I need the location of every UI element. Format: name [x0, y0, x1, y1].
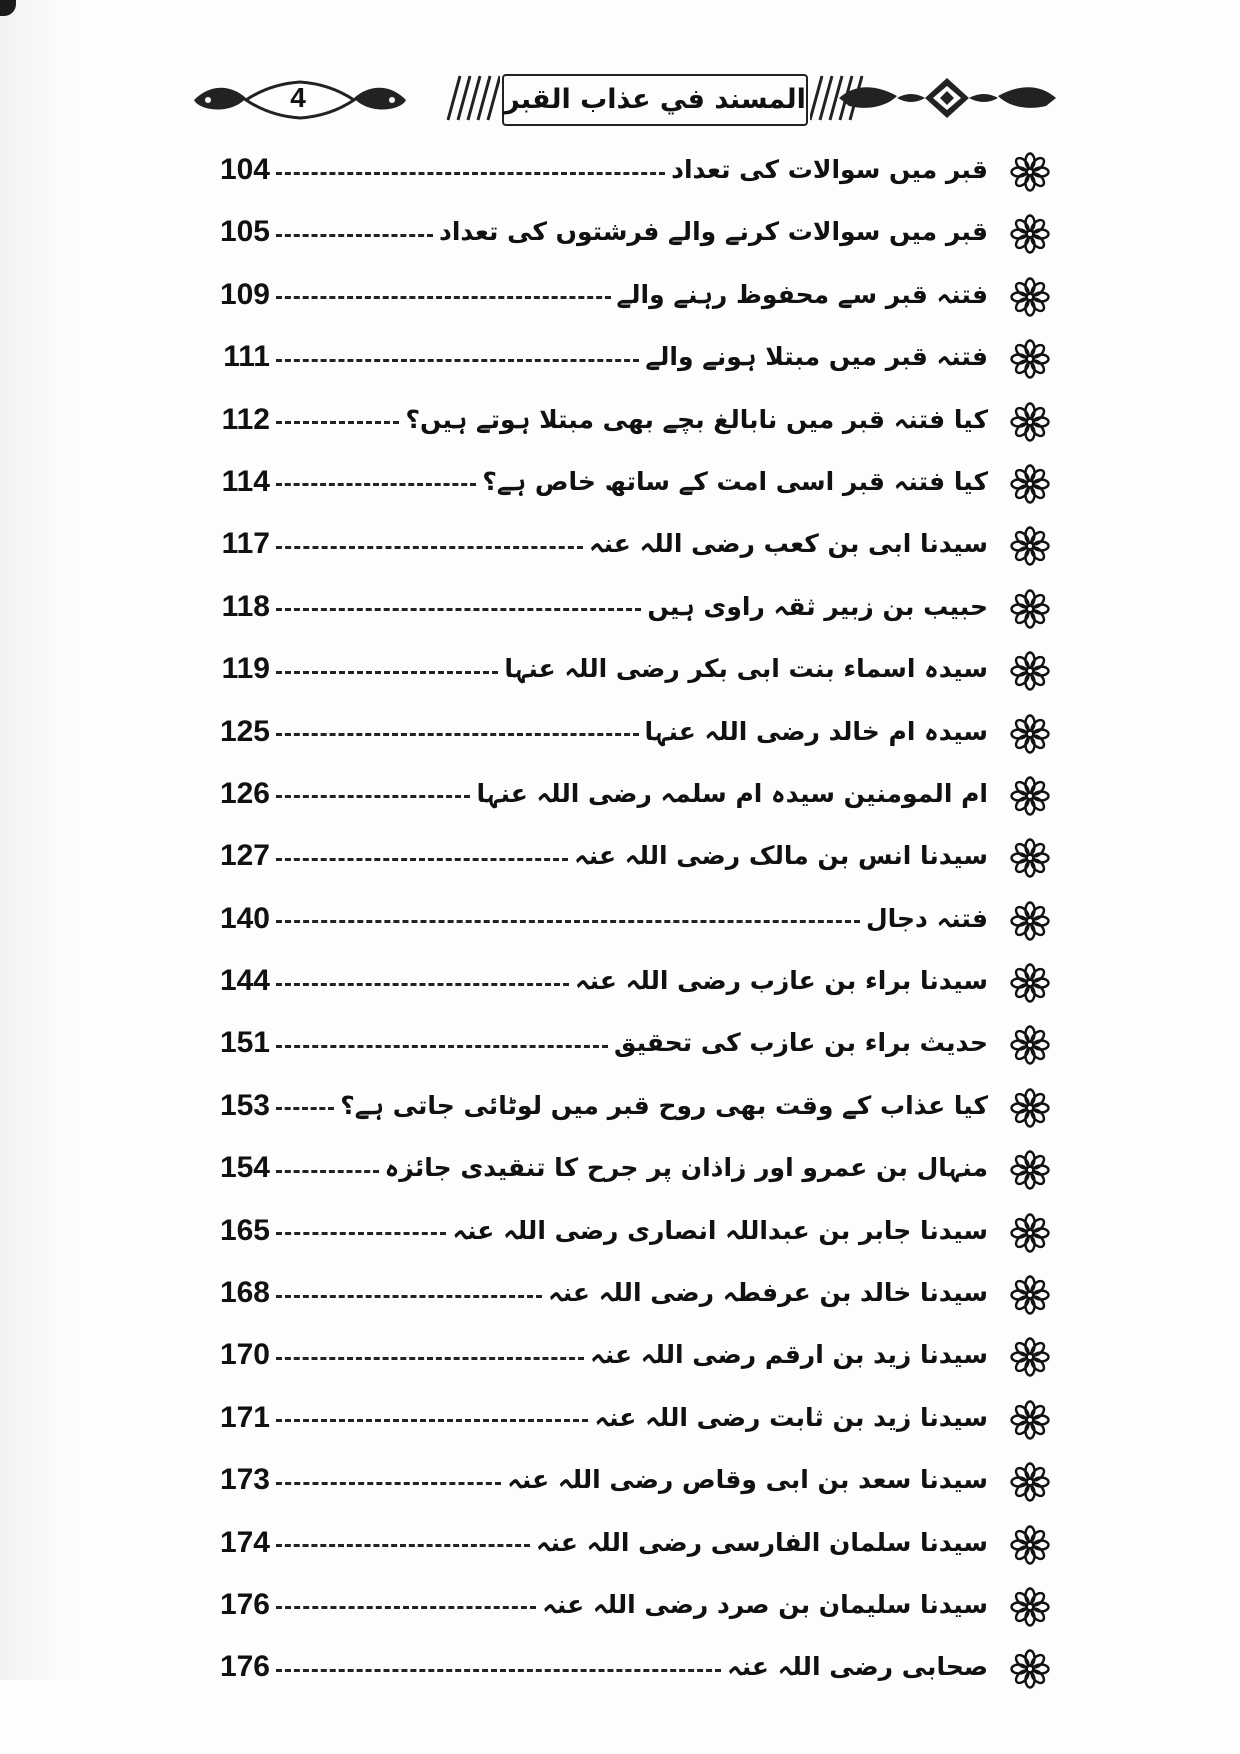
- toc-leader: [276, 524, 988, 564]
- toc-entry[interactable]: [190, 1639, 1050, 1701]
- toc-leader: [276, 774, 988, 814]
- toc-entry-page: 125: [219, 714, 270, 748]
- flower-bullet-icon: [1010, 901, 1050, 941]
- toc-leader: [276, 275, 988, 315]
- toc-entry[interactable]: [190, 1515, 1050, 1577]
- toc-entry-title: قبر میں سوالات کی تعداد: [671, 155, 988, 184]
- toc-entry-page: 105: [219, 215, 270, 249]
- flower-bullet-icon: [1010, 1088, 1050, 1128]
- toc-entry-title: ام المومنین سیدہ ام سلمہ رضی اللہ عنہا: [476, 778, 988, 808]
- toc-entry-page: 151: [219, 1026, 270, 1060]
- toc-entry-page: 144: [219, 964, 270, 998]
- toc-entry-title: کیا عذاب کے وقت بھی روح قبر میں لوٹائی جاتی ہے؟: [340, 1090, 988, 1120]
- dotted-leader: [276, 920, 860, 923]
- dotted-leader: [276, 1544, 530, 1547]
- toc-entry[interactable]: [190, 204, 1050, 266]
- flower-bullet-icon: [1010, 1400, 1050, 1440]
- toc-entry-page: 112: [221, 402, 270, 436]
- flower-bullet-icon: [1010, 214, 1050, 254]
- toc-entry[interactable]: [190, 516, 1050, 578]
- toc-entry[interactable]: [190, 828, 1050, 890]
- dotted-leader: [276, 1419, 588, 1422]
- dotted-leader: [276, 359, 639, 362]
- toc-entry[interactable]: [190, 1577, 1050, 1639]
- toc-leader: [276, 1148, 988, 1188]
- toc-leader: [276, 961, 988, 1001]
- flower-bullet-icon: [1010, 277, 1050, 317]
- table-of-contents: [190, 142, 1050, 1702]
- toc-entry[interactable]: [190, 953, 1050, 1015]
- flower-bullet-icon: [1010, 464, 1050, 504]
- toc-entry-title: سیدنا خالد بن عرفطہ رضی اللہ عنہ: [548, 1278, 988, 1308]
- flower-bullet-icon: [1010, 1462, 1050, 1502]
- dotted-leader: [276, 1232, 446, 1235]
- dotted-leader: [276, 1107, 334, 1110]
- flower-bullet-icon: [1010, 1025, 1050, 1065]
- page-header: [180, 64, 1060, 134]
- toc-leader: [276, 337, 988, 377]
- toc-entry-page: 119: [221, 652, 270, 686]
- toc-entry[interactable]: [190, 1078, 1050, 1140]
- toc-entry-page: 114: [221, 464, 270, 498]
- dotted-leader: [276, 1606, 536, 1609]
- toc-leader: [276, 462, 988, 502]
- toc-entry-page: 104: [219, 153, 270, 186]
- toc-entry-title: حبیب بن زبیر ثقہ راوی ہیں: [647, 591, 988, 621]
- toc-entry[interactable]: [190, 142, 1050, 204]
- toc-entry[interactable]: [190, 1265, 1050, 1327]
- toc-entry-title: کیا فتنہ قبر اسی امت کے ساتھ خاص ہے؟: [482, 466, 988, 496]
- toc-entry-title: سیدہ ام خالد رضی اللہ عنہا: [644, 716, 988, 746]
- toc-leader: [276, 649, 988, 689]
- flower-bullet-icon: [1010, 838, 1050, 878]
- toc-leader: [276, 712, 988, 752]
- toc-entry[interactable]: [190, 1390, 1050, 1452]
- toc-entry-title: کیا فتنہ قبر میں نابالغ بچے بھی مبتلا ہوتے ہیں؟: [405, 404, 988, 434]
- toc-entry-page: 154: [219, 1151, 270, 1185]
- toc-entry-title: سیدنا انس بن مالک رضی اللہ عنہ: [574, 841, 988, 871]
- dotted-leader: [276, 795, 470, 798]
- toc-leader: [276, 1523, 988, 1563]
- dotted-leader: [276, 608, 641, 611]
- toc-entry[interactable]: [190, 1327, 1050, 1389]
- flower-bullet-icon: [1010, 1587, 1050, 1627]
- toc-leader: [276, 1086, 988, 1126]
- toc-entry-page: 111: [223, 340, 270, 374]
- flower-bullet-icon: [1010, 1525, 1050, 1565]
- hatch-decoration-icon: [440, 74, 500, 122]
- dotted-leader: [276, 172, 665, 175]
- dotted-leader: [276, 1045, 608, 1048]
- toc-entry-title: صحابی رضی اللہ عنہ: [727, 1652, 988, 1682]
- flower-bullet-icon: [1010, 1275, 1050, 1315]
- dotted-leader: [276, 1669, 721, 1672]
- toc-entry-page: 171: [219, 1400, 270, 1434]
- toc-entry-title: سیدنا زید بن ارقم رضی اللہ عنہ: [590, 1340, 988, 1370]
- toc-entry-page: 140: [219, 901, 270, 935]
- dotted-leader: [276, 234, 433, 237]
- flower-bullet-icon: [1010, 152, 1050, 192]
- dotted-leader: [276, 1357, 584, 1360]
- page-number: 4: [290, 82, 306, 113]
- toc-entry-title: سیدنا ابی بن کعب رضی اللہ عنہ: [588, 529, 988, 559]
- toc-entry-page: 118: [221, 589, 270, 623]
- toc-entry[interactable]: [190, 579, 1050, 641]
- toc-entry-title: فتنہ قبر میں مبتلا ہونے والے: [645, 342, 988, 372]
- toc-entry[interactable]: [190, 704, 1050, 766]
- dotted-leader: [276, 421, 399, 424]
- toc-entry-page: 173: [219, 1463, 270, 1497]
- toc-entry-title: قبر میں سوالات کرنے والے فرشتوں کی تعداد: [439, 217, 988, 247]
- toc-entry-page: 168: [219, 1276, 270, 1310]
- toc-leader: [276, 836, 988, 876]
- toc-entry[interactable]: [190, 329, 1050, 391]
- flower-bullet-icon: [1010, 714, 1050, 754]
- flower-bullet-icon: [1010, 651, 1050, 691]
- toc-leader: [276, 1335, 988, 1375]
- toc-entry-page: 126: [219, 776, 270, 810]
- dotted-leader: [276, 1482, 501, 1485]
- toc-leader: [276, 1398, 988, 1438]
- dotted-leader: [276, 296, 611, 299]
- flower-bullet-icon: [1010, 963, 1050, 1003]
- running-title: [440, 70, 870, 126]
- flower-bullet-icon: [1010, 589, 1050, 629]
- toc-entry-title: سیدنا جابر بن عبداللہ انصاری رضی اللہ عنہ: [452, 1215, 988, 1245]
- dotted-leader: [276, 1170, 379, 1173]
- toc-leader: [276, 1585, 988, 1625]
- toc-entry[interactable]: [190, 1140, 1050, 1202]
- toc-entry[interactable]: [190, 1452, 1050, 1514]
- flower-bullet-icon: [1010, 1150, 1050, 1190]
- toc-entry-page: 174: [219, 1525, 270, 1559]
- toc-entry[interactable]: [190, 891, 1050, 953]
- right-ornament-icon: [835, 76, 1060, 120]
- scan-shadow: [0, 0, 82, 1680]
- toc-entry[interactable]: [190, 454, 1050, 516]
- toc-entry-page: 153: [219, 1088, 270, 1122]
- toc-entry-title: فتنہ دجال: [865, 903, 988, 933]
- toc-leader: [276, 1460, 988, 1500]
- dotted-leader: [276, 483, 476, 486]
- toc-entry-page: 176: [219, 1587, 270, 1621]
- toc-entry-title: سیدنا سلیمان بن صرد رضی اللہ عنہ: [542, 1589, 988, 1619]
- toc-leader: [276, 1211, 988, 1251]
- toc-entry-title: سیدنا سلمان الفارسی رضی اللہ عنہ: [536, 1527, 988, 1557]
- toc-entry[interactable]: [190, 1203, 1050, 1265]
- flower-bullet-icon: [1010, 1649, 1050, 1689]
- toc-entry-title: حدیث براء بن عازب کی تحقیق: [614, 1028, 988, 1058]
- dotted-leader: [276, 546, 583, 549]
- toc-entry[interactable]: [190, 392, 1050, 454]
- toc-entry-page: 117: [221, 527, 270, 561]
- toc-entry-title: منہال بن عمرو اور زاذان پر جرح کا تنقیدی جائزہ: [384, 1153, 988, 1183]
- flower-bullet-icon: [1010, 526, 1050, 566]
- toc-entry-page: 170: [219, 1338, 270, 1372]
- flower-bullet-icon: [1010, 1213, 1050, 1253]
- toc-leader: [276, 899, 988, 939]
- flower-bullet-icon: [1010, 776, 1050, 816]
- toc-leader: [276, 1647, 988, 1687]
- toc-leader: [276, 400, 988, 440]
- dotted-leader: [276, 671, 498, 674]
- toc-entry-title: سیدہ اسماء بنت ابی بکر رضی اللہ عنہا: [504, 654, 988, 684]
- toc-leader: [276, 587, 988, 627]
- dotted-leader: [276, 858, 568, 861]
- toc-leader: [276, 1023, 988, 1063]
- title-frame: [502, 74, 808, 126]
- toc-entry[interactable]: [190, 766, 1050, 828]
- toc-entry-page: 127: [219, 839, 270, 873]
- book-title: المسند في عذاب القبر: [504, 84, 806, 115]
- toc-entry-title: سیدنا سعد بن ابی وقاص رضی اللہ عنہ: [507, 1465, 988, 1495]
- flower-bullet-icon: [1010, 402, 1050, 442]
- toc-leader: [276, 1273, 988, 1313]
- dotted-leader: [276, 733, 639, 736]
- toc-entry-title: فتنہ قبر سے محفوظ رہنے والے: [616, 279, 988, 309]
- flower-bullet-icon: [1010, 339, 1050, 379]
- flower-bullet-icon: [1010, 1337, 1050, 1377]
- dotted-leader: [276, 983, 569, 986]
- toc-leader: [276, 150, 988, 190]
- toc-entry-title: سیدنا براء بن عازب رضی اللہ عنہ: [575, 966, 988, 996]
- toc-entry[interactable]: [190, 267, 1050, 329]
- toc-entry[interactable]: [190, 641, 1050, 703]
- toc-entry-page: 165: [219, 1213, 270, 1247]
- toc-entry[interactable]: [190, 1015, 1050, 1077]
- toc-leader: [276, 212, 988, 252]
- toc-entry-title: سیدنا زید بن ثابت رضی اللہ عنہ: [594, 1402, 988, 1432]
- dotted-leader: [276, 1295, 542, 1298]
- toc-entry-page: 176: [219, 1650, 270, 1684]
- toc-entry-page: 109: [219, 277, 270, 311]
